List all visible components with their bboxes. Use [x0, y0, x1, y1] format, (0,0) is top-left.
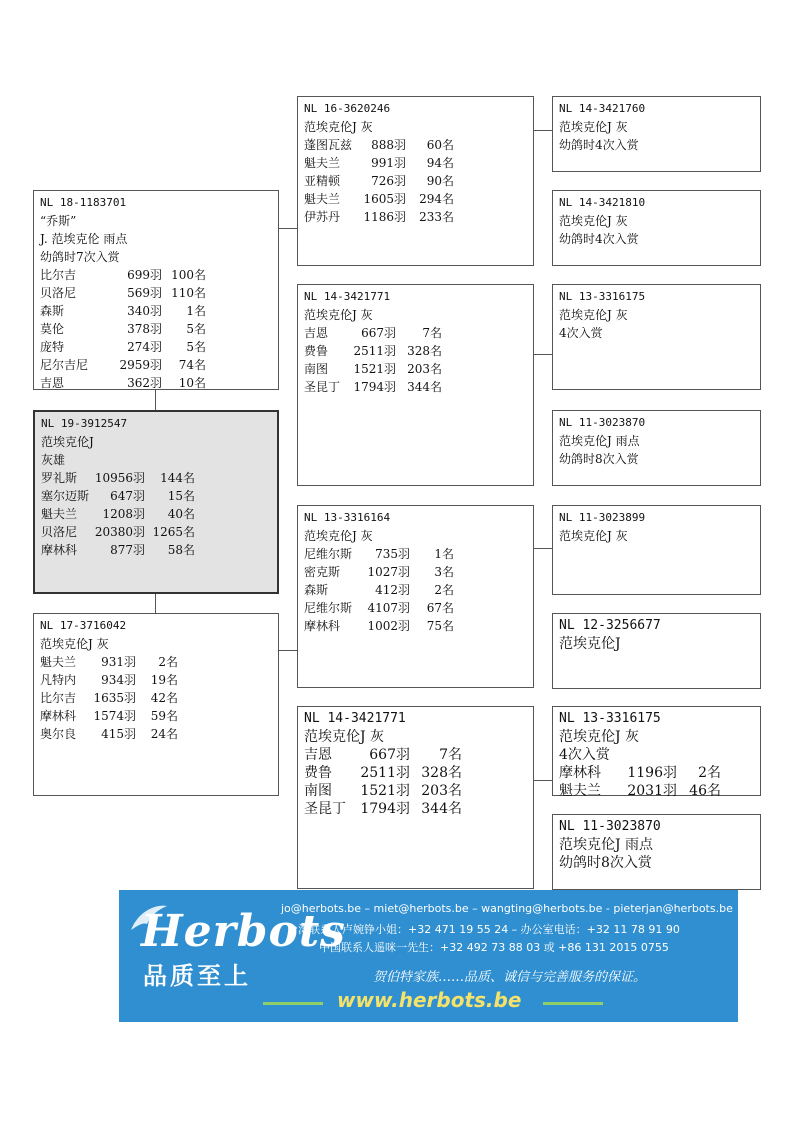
ancestor-card	[552, 814, 761, 890]
result-row: 南图 1521羽 203名	[304, 783, 462, 799]
card-line: J. 范埃克伦 雨点	[40, 232, 128, 246]
result-row: 圣昆丁 1794羽 344名	[304, 380, 442, 394]
card-line: 范埃克伦J 灰	[304, 529, 373, 543]
card-line: 范埃克伦J 灰	[559, 729, 640, 745]
ring-number: NL 19-3912547	[41, 417, 128, 430]
result-row: 魁夫兰 931羽 2名	[40, 655, 178, 669]
card-line: 幼鸽时4次入赏	[559, 232, 639, 246]
connector	[534, 548, 552, 549]
contact-taiwan: 台湾联系人卢婉铮小姐：+32 471 19 55 24 – 办公室电话：+32 11 78 91 90	[287, 923, 680, 936]
grandsire-maternal-card	[297, 505, 534, 688]
result-row: 吉恩 362羽 10名	[40, 376, 206, 390]
result-row: 摩林科 1574羽 59名	[40, 709, 178, 723]
subject-card	[33, 410, 279, 594]
results-table	[41, 469, 195, 559]
result-row: 费鲁 2511羽 328名	[304, 344, 442, 358]
result-row: 尼尔吉尼 2959羽 74名	[40, 358, 206, 372]
results-table	[559, 764, 721, 800]
ancestor-card	[552, 706, 761, 799]
ring-number: NL 11-3023870	[559, 416, 646, 429]
results-table	[40, 266, 206, 392]
connector	[155, 390, 156, 410]
website-link[interactable]: www.herbots.be	[337, 988, 522, 1012]
result-row: 魁夫兰 1605羽 294名	[304, 192, 454, 206]
sire-card	[33, 190, 279, 390]
ancestor-card	[552, 96, 761, 172]
card-line: 范埃克伦J 灰	[304, 729, 385, 745]
connector	[534, 354, 552, 355]
result-row: 森斯 412羽 2名	[304, 583, 454, 597]
result-row: 圣昆丁 1794羽 344名	[304, 801, 462, 817]
ancestor-card	[552, 190, 761, 266]
result-row: 摩林科 1002羽 75名	[304, 619, 454, 633]
result-row: 费鲁 2511羽 328名	[304, 765, 462, 781]
ring-number: NL 11-3023870	[559, 819, 661, 834]
ring-number: NL 14-3421760	[559, 102, 646, 115]
ring-number: NL 13-3316175	[559, 290, 646, 303]
tagline: 品质至上	[143, 962, 251, 990]
result-row: 摩林科 1196羽 2名	[559, 765, 721, 781]
ring-number: NL 17-3716042	[40, 619, 127, 632]
results-table	[304, 136, 454, 226]
card-line: 4次入赏	[559, 747, 610, 763]
card-line: 范埃克伦J 灰	[304, 308, 373, 322]
connector	[279, 228, 297, 229]
card-line: 4次入赏	[559, 326, 603, 340]
results-table	[40, 653, 178, 743]
contact-china: 中国联系人遥咪一先生：+32 492 73 88 03 或 +86 131 2015 0755	[319, 941, 669, 954]
result-row: 吉恩 667羽 7名	[304, 747, 462, 763]
ancestor-card	[552, 505, 761, 595]
ring-number: NL 11-3023899	[559, 511, 646, 524]
grandsire-paternal-card	[297, 96, 534, 266]
ring-number: NL 18-1183701	[40, 196, 127, 209]
card-line: 范埃克伦J 灰	[559, 120, 628, 134]
contact-emails: jo@herbots.be – miet@herbots.be – wangting@herbots.be - pieterjan@herbots.be	[281, 902, 733, 915]
card-line: 幼鸽时8次入赏	[559, 452, 639, 466]
card-line: 范埃克伦J 灰	[559, 214, 628, 228]
result-row: 罗礼斯 10956羽 144名	[41, 471, 195, 485]
ring-number: NL 14-3421810	[559, 196, 646, 209]
card-line: 范埃克伦J 灰	[559, 529, 628, 543]
result-row: 奥尔良 415羽 24名	[40, 727, 178, 741]
result-row: 摩林科 877羽 58名	[41, 543, 195, 557]
result-row: 凡特内 934羽 19名	[40, 673, 178, 687]
result-row: 贝洛尼 569羽 110名	[40, 286, 206, 300]
connector	[534, 130, 552, 131]
result-row: 尼维尔斯 4107羽 67名	[304, 601, 454, 615]
ancestor-card	[552, 284, 761, 390]
result-row: 魁夫兰 2031羽 46名	[559, 783, 721, 799]
herbots-banner	[119, 890, 738, 1022]
connector	[534, 780, 552, 781]
ring-number: NL 14-3421771	[304, 290, 391, 303]
result-row: 吉恩 667羽 7名	[304, 326, 442, 340]
card-line: 灰雄	[41, 453, 66, 467]
ring-number: NL 16-3620246	[304, 102, 391, 115]
result-row: 莫伦 378羽 5名	[40, 322, 206, 336]
connector	[279, 650, 297, 651]
result-row: 亚精顿 726羽 90名	[304, 174, 454, 188]
card-line: 范埃克伦J 灰	[304, 120, 373, 134]
card-line: 幼鸽时8次入赏	[559, 855, 652, 871]
card-line: 范埃克伦J	[559, 636, 621, 652]
result-row: 贝洛尼 20380羽 1265名	[41, 525, 195, 539]
result-row: 蓬图瓦兹 888羽 60名	[304, 138, 454, 152]
result-row: 比尔吉 1635羽 42名	[40, 691, 178, 705]
results-table	[304, 746, 462, 818]
result-row: 魁夫兰 991羽 94名	[304, 156, 454, 170]
results-table	[304, 324, 442, 396]
card-line: 范埃克伦J 雨点	[559, 837, 654, 853]
ring-number: NL 13-3316164	[304, 511, 391, 524]
connector	[155, 594, 156, 613]
card-line: “乔斯”	[40, 214, 77, 228]
ring-number: NL 14-3421771	[304, 711, 406, 726]
card-line: 范埃克伦J 灰	[559, 308, 628, 322]
result-row: 南图 1521羽 203名	[304, 362, 442, 376]
card-line: 范埃克伦J	[41, 435, 94, 449]
ring-number: NL 12-3256677	[559, 618, 661, 633]
result-row: 密克斯 1027羽 3名	[304, 565, 454, 579]
ancestor-card	[552, 613, 761, 689]
granddam-maternal-card	[297, 706, 534, 889]
result-row: 魁夫兰 1208羽 40名	[41, 507, 195, 521]
decor-line	[543, 1002, 603, 1005]
card-line: 范埃克伦J 灰	[40, 637, 109, 651]
card-line: 幼鸽时7次入赏	[40, 250, 120, 264]
dam-card	[33, 613, 279, 796]
decor-line	[263, 1002, 323, 1005]
ancestor-card	[552, 410, 761, 486]
result-row: 庞特 274羽 5名	[40, 340, 206, 354]
result-row: 尼维尔斯 735羽 1名	[304, 547, 454, 561]
card-line: 幼鸽时4次入赏	[559, 138, 639, 152]
herbots-logo: Herbots	[141, 906, 346, 957]
results-table	[304, 545, 454, 635]
card-line: 范埃克伦J 雨点	[559, 434, 640, 448]
slogan: 贺伯特家族……品质、诚信与完善服务的保证。	[373, 970, 647, 985]
result-row: 比尔吉 699羽 100名	[40, 268, 206, 282]
result-row: 塞尔迈斯 647羽 15名	[41, 489, 195, 503]
result-row: 森斯 340羽 1名	[40, 304, 206, 318]
result-row: 伊苏丹 1186羽 233名	[304, 210, 454, 224]
ring-number: NL 13-3316175	[559, 711, 661, 726]
granddam-paternal-card	[297, 284, 534, 486]
